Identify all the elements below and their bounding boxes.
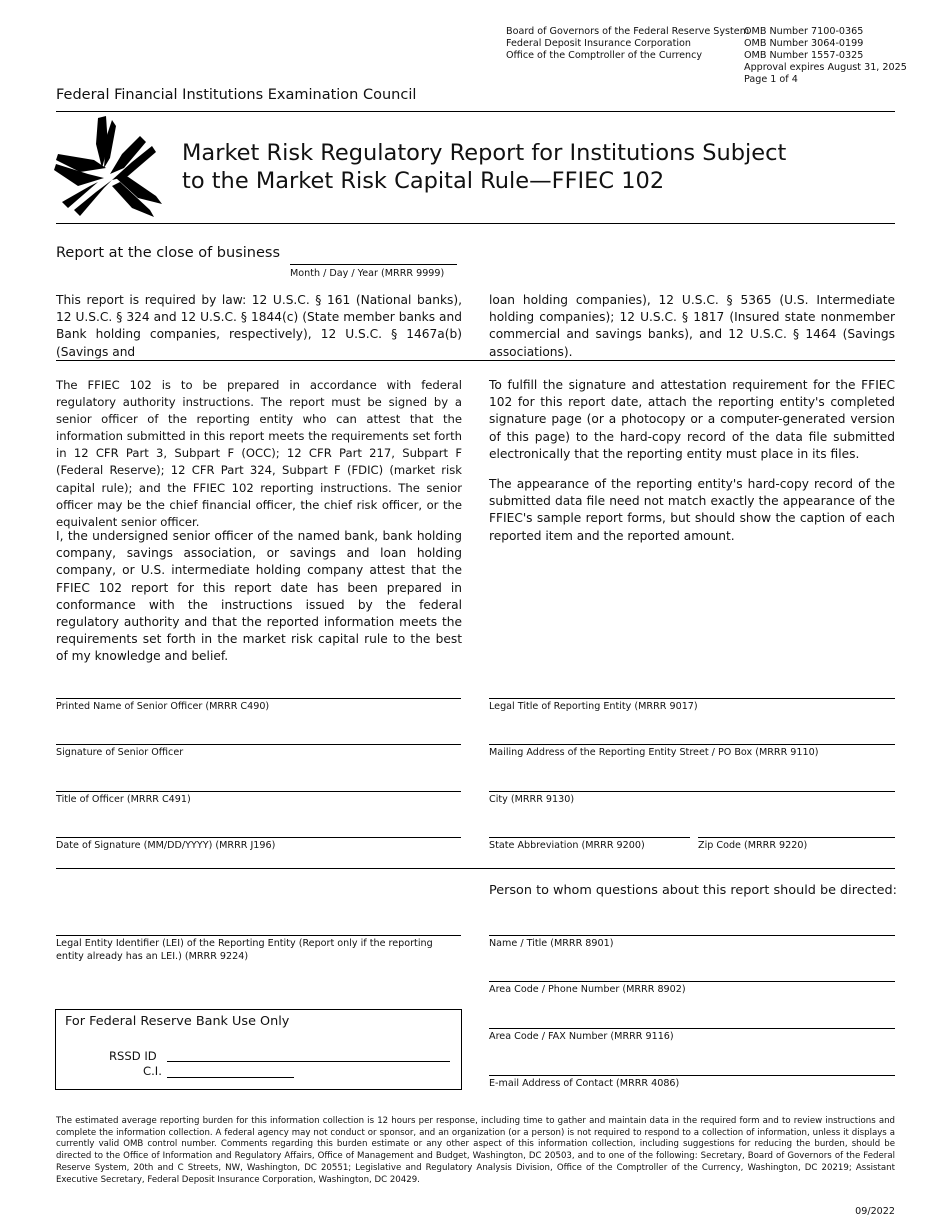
ffiec-logo-icon — [54, 116, 164, 218]
zip-field[interactable] — [698, 837, 895, 853]
report-title-line2: to the Market Risk Capital Rule—FFIEC 102 — [182, 168, 665, 194]
ci-label: C.I. — [143, 1064, 162, 1078]
agency-row — [506, 26, 926, 38]
field-line — [489, 791, 895, 792]
contact-fax-field[interactable] — [489, 1028, 895, 1044]
agency-row — [506, 50, 926, 62]
agency-row — [506, 38, 926, 50]
field-line — [489, 1028, 895, 1029]
attestation-statement: I, the undersigned senior officer of the named bank, bank holding company, savings association, or savings and loan holding company, or U.S. intermediate holding company attest that the FFIEC 102 report for this report date has been prepared in conformance with the instructions issued by the federal regulatory authority and that the reported information meets the requirements set forth in the market risk capital rule to the best of my knowledge and belief. — [56, 529, 462, 664]
field-line — [56, 935, 461, 936]
contact-phone-field[interactable] — [489, 981, 895, 997]
field-label: Legal Entity Identifier (LEI) of the Reporting Entity (Report only if the reporting entity already has an LEI.) (MRRR 9224) — [56, 938, 433, 962]
field-label: Signature of Senior Officer — [56, 747, 184, 758]
state-field[interactable] — [489, 837, 690, 853]
field-line — [489, 744, 895, 745]
field-label: Legal Title of Reporting Entity (MRRR 9017) — [489, 701, 698, 712]
approval-expires: Approval expires August 31, 2025 — [744, 62, 907, 73]
field-line — [56, 698, 461, 699]
agency-name: Office of the Comptroller of the Currency — [506, 50, 703, 61]
law-text-right: loan holding companies), 12 U.S.C. § 5365 (U.S. Intermediate holding companies); 12 U.S.C. § 1817 (Insured state nonmember commercial and savings banks), and 12 U.S.C. § 1464 (Savings associations). — [489, 293, 895, 359]
field-label: Area Code / Phone Number (MRRR 8902) — [489, 984, 686, 995]
law-divider — [56, 360, 895, 361]
report-title-line1: Market Risk Regulatory Report for Institutions Subject — [182, 140, 787, 166]
mailing-address-field[interactable] — [489, 744, 895, 760]
field-line — [489, 935, 895, 936]
omb-number: OMB Number 1557-0325 — [744, 50, 864, 61]
field-label: Date of Signature (MM/DD/YYYY) (MRRR J196) — [56, 840, 276, 851]
omb-number: OMB Number 7100-0365 — [744, 26, 864, 37]
fields-divider — [56, 868, 895, 869]
form-revision-date: 09/2022 — [855, 1206, 895, 1217]
field-label: E-mail Address of Contact (MRRR 4086) — [489, 1078, 680, 1089]
signature-requirement: To fulfill the signature and attestation requirement for the FFIEC 102 for this report date, attach the reporting entity's completed signature page (or a photocopy or a computer-generated version of this page) to the hard-copy record of the data file submitted electronically that the reporting entity must place in its files. — [489, 378, 895, 461]
field-label: Printed Name of Senior Officer (MRRR C490) — [56, 701, 270, 712]
field-label: Title of Officer (MRRR C491) — [56, 794, 191, 805]
report-date-field[interactable] — [290, 264, 457, 265]
field-line — [56, 837, 461, 838]
ffiec-instructions: The FFIEC 102 is to be prepared in accordance with federal regulatory authority instructions. The report must be signed by a senior officer of the reporting entity who can attest that the information submitted in this report meets the requirements set forth in 12 CFR Part 3, Subpart F (OCC); 12 CFR Part 217, Subpart F (Federal Reserve); 12 CFR Part 324, Subpart F (FDIC) (market risk capital rule); and the FFIEC 102 reporting instructions. The senior officer may be the chief financial officer, the chief risk officer, or the equivalent senior officer. — [56, 378, 462, 529]
field-label: State Abbreviation (MRRR 9200) — [489, 840, 645, 851]
page-number: Page 1 of 4 — [744, 74, 798, 85]
frb-box-title: For Federal Reserve Bank Use Only — [65, 1014, 290, 1029]
signature-field[interactable] — [56, 744, 461, 760]
omb-number: OMB Number 3064-0199 — [744, 38, 864, 49]
header-divider — [56, 111, 895, 112]
ci-field[interactable] — [167, 1077, 294, 1078]
signature-date-field[interactable] — [56, 837, 461, 853]
field-line — [489, 981, 895, 982]
field-label: Mailing Address of the Reporting Entity Street / PO Box (MRRR 9110) — [489, 747, 819, 758]
field-line — [56, 791, 461, 792]
city-field[interactable] — [489, 791, 895, 807]
title-divider — [56, 223, 895, 224]
agency-name: Board of Governors of the Federal Reserve System — [506, 26, 750, 37]
burden-statement: The estimated average reporting burden for this information collection is 12 hours per response, including time to gather and maintain data in the required form and to review instructions and complete the information collection. A federal agency may not conduct or sponsor, and an organization (or a person) is not required to respond to a collection of information, unless it displays a currently valid OMB control number. Comments regarding this burden estimate or any other aspect of this information collection, including suggestions for reducing the burden, should be directed to the Office of Information and Regulatory Affairs, Office of Management and Budget, Washington, DC 20503, and to one of the following: Secretary, Board of Governors of the Federal Reserve System, 20th and C Streets, NW, Washington, DC 20551; Legislative and Regulatory Analysis Division, Office of the Comptroller of the Currency, Washington, DC 20219; Assistant Executive Secretary, Federal Deposit Insurance Corporation, Washington, DC 20429. — [56, 1116, 895, 1185]
field-label: Zip Code (MRRR 9220) — [698, 840, 808, 851]
report-close-label: Report at the close of business — [56, 245, 280, 261]
appearance-note: The appearance of the reporting entity's hard-copy record of the submitted data file need not match exactly the appearance of the FFIEC's sample report forms, but should show the caption of each reported item and the reported amount. — [489, 477, 895, 543]
contact-email-field[interactable] — [489, 1075, 895, 1091]
report-date-caption: Month / Day / Year (MRRR 9999) — [290, 268, 445, 279]
field-line — [56, 744, 461, 745]
agency-name: Federal Deposit Insurance Corporation — [506, 38, 691, 49]
printed-name-field[interactable] — [56, 698, 461, 714]
contact-heading: Person to whom questions about this report should be directed: — [489, 883, 897, 898]
field-label: Area Code / FAX Number (MRRR 9116) — [489, 1031, 674, 1042]
lei-field[interactable] — [56, 935, 461, 963]
field-label: Name / Title (MRRR 8901) — [489, 938, 614, 949]
contact-name-field[interactable] — [489, 935, 895, 951]
rssd-id-label: RSSD ID — [109, 1049, 157, 1063]
rssd-id-field[interactable] — [167, 1061, 450, 1062]
legal-title-field[interactable] — [489, 698, 895, 714]
agency-omb-block — [506, 26, 926, 86]
field-label: City (MRRR 9130) — [489, 794, 575, 805]
field-line — [489, 837, 690, 838]
law-text-left: This report is required by law: 12 U.S.C. § 161 (National banks), 12 U.S.C. § 324 and 12 U.S.C. § 1844(c) (State member banks and Bank holding companies, respectively), 12 U.S.C. § 1467a(b) (Savings and — [56, 293, 462, 359]
council-name: Federal Financial Institutions Examination Council — [56, 87, 417, 103]
field-line — [489, 1075, 895, 1076]
report-title — [182, 139, 786, 195]
field-line — [698, 837, 895, 838]
officer-title-field[interactable] — [56, 791, 461, 807]
field-line — [489, 698, 895, 699]
